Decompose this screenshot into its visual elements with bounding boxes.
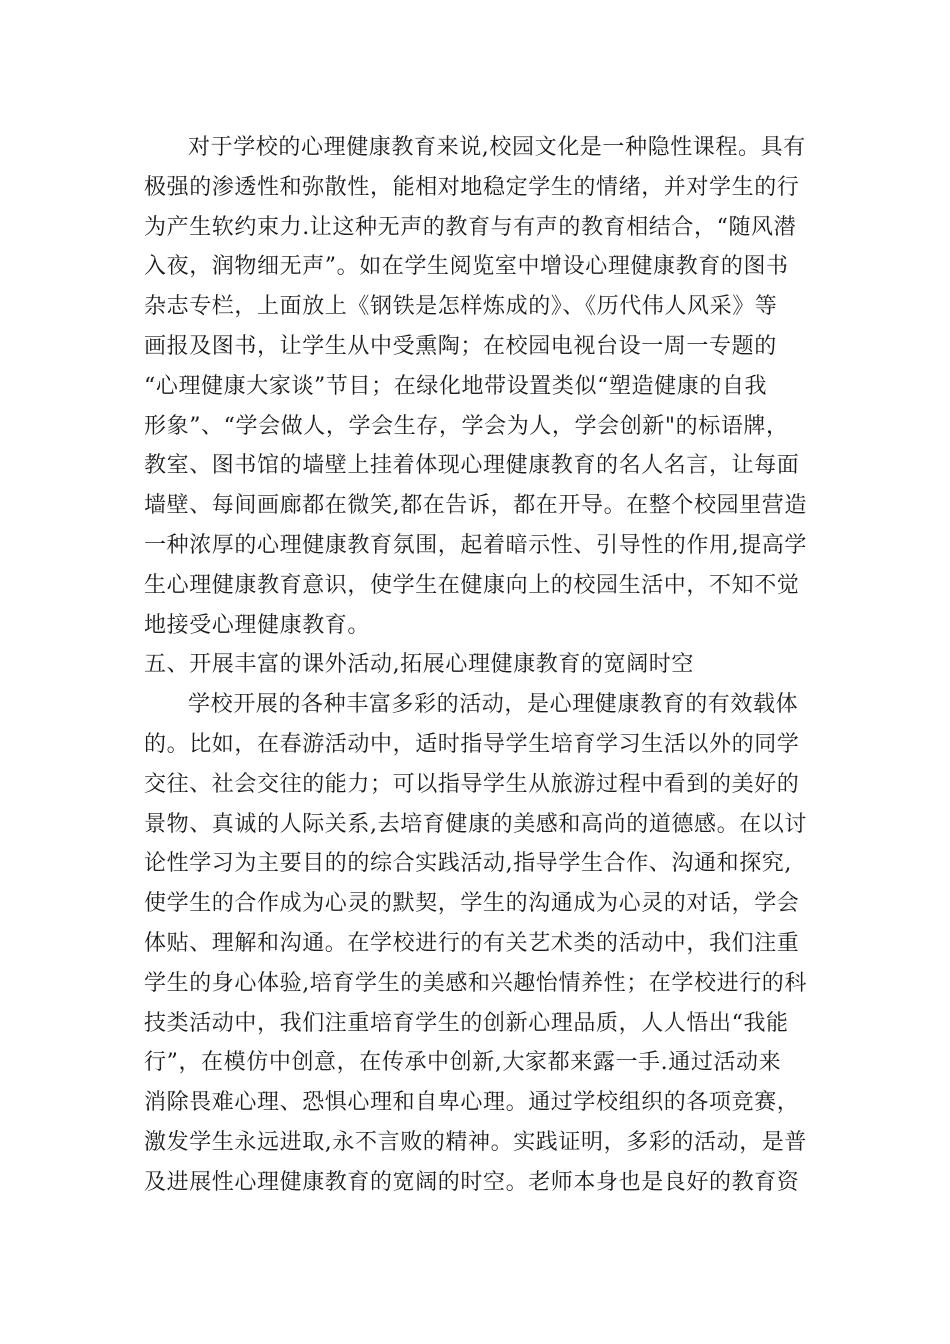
paragraph-line: 地接受心理健康教育。 (144, 612, 371, 638)
document-body (144, 128, 806, 1203)
paragraph-line: 极强的渗透性和弥散性，能相对地稳定学生的情绪，并对学生的行 (144, 174, 800, 200)
paragraph-line: 学校开展的各种丰富多彩的活动，是心理健康教育的有效载体 (188, 692, 799, 718)
paragraph-line: 入夜，润物细无声”。如在学生阅览室中增设心理健康教育的图书 (144, 254, 789, 280)
paragraph-line: 对于学校的心理健康教育来说,校园文化是一种隐性课程。具有 (188, 135, 806, 160)
paragraph-line: “心理健康大家谈”节目；在绿化地带设置类似“塑造健康的自我 (144, 373, 768, 399)
paragraph-line: 的。比如，在春游活动中，适时指导学生培育学习生活以外的同学 (144, 731, 800, 757)
section-heading-5: 五、开展丰富的课外活动,拓展心理健康教育的宽阔时空 (144, 652, 694, 678)
paragraph-line: 学生的身心体验,培育学生的美感和兴趣怡情养性；在学校进行的科 (144, 970, 807, 996)
paragraph-line: 及进展性心理健康教育的宽阔的时空。老师本身也是良好的教育资 (144, 1169, 800, 1195)
paragraph-line: 生心理健康教育意识，使学生在健康向上的校园生活中，不知不觉 (144, 572, 800, 598)
paragraph-line: 行”，在模仿中创意，在传承中创新,大家都来露一手.通过活动来 (144, 1050, 782, 1076)
paragraph-line: 杂志专栏，上面放上《钢铁是怎样炼成的》、《历代伟人风采》等 (144, 294, 778, 320)
paragraph-campus-culture (144, 128, 806, 645)
paragraph-line: 教室、图书馆的墙壁上挂着体现心理健康教育的名人名言，让每面 (144, 453, 800, 479)
paragraph-line: 景物、真诚的人际关系,去培育健康的美感和高尚的道德感。在以讨 (144, 811, 807, 837)
paragraph-line: 消除畏难心理、恐惧心理和自卑心理。通过学校组织的各项竞赛， (144, 1090, 800, 1116)
paragraph-line: 使学生的合作成为心灵的默契，学生的沟通成为心灵的对话，学会 (144, 891, 800, 917)
paragraph-line: 形象”、“学会做人，学会生存，学会为人，学会创新"的标语牌， (144, 413, 789, 439)
paragraph-line: 画报及图书，让学生从中受熏陶；在校园电视台设一周一专题的 (144, 333, 777, 359)
paragraph-line: 一种浓厚的心理健康教育氛围，起着暗示性、引导性的作用,提高学 (144, 532, 807, 558)
paragraph-line: 技类活动中，我们注重培育学生的创新心理品质，人人悟出“我能 (144, 1010, 789, 1036)
paragraph-line: 为产生软约束力.让这种无声的教育与有声的教育相结合，“随风潜 (144, 214, 797, 240)
paragraph-line: 墙壁、每间画廊都在微笑,都在告诉，都在开导。在整个校园里营造 (144, 493, 807, 519)
paragraph-line: 交往、社会交往的能力；可以指导学生从旅游过程中看到的美好的 (144, 771, 800, 797)
paragraph-line: 论性学习为主要目的的综合实践活动,指导学生合作、沟通和探究, (144, 851, 792, 877)
paragraph-activities (144, 685, 806, 1202)
paragraph-line: 激发学生永远进取,永不言败的精神。实践证明，多彩的活动，是普 (144, 1129, 807, 1155)
paragraph-line: 体贴、理解和沟通。在学校进行的有关艺术类的活动中，我们注重 (144, 930, 800, 956)
